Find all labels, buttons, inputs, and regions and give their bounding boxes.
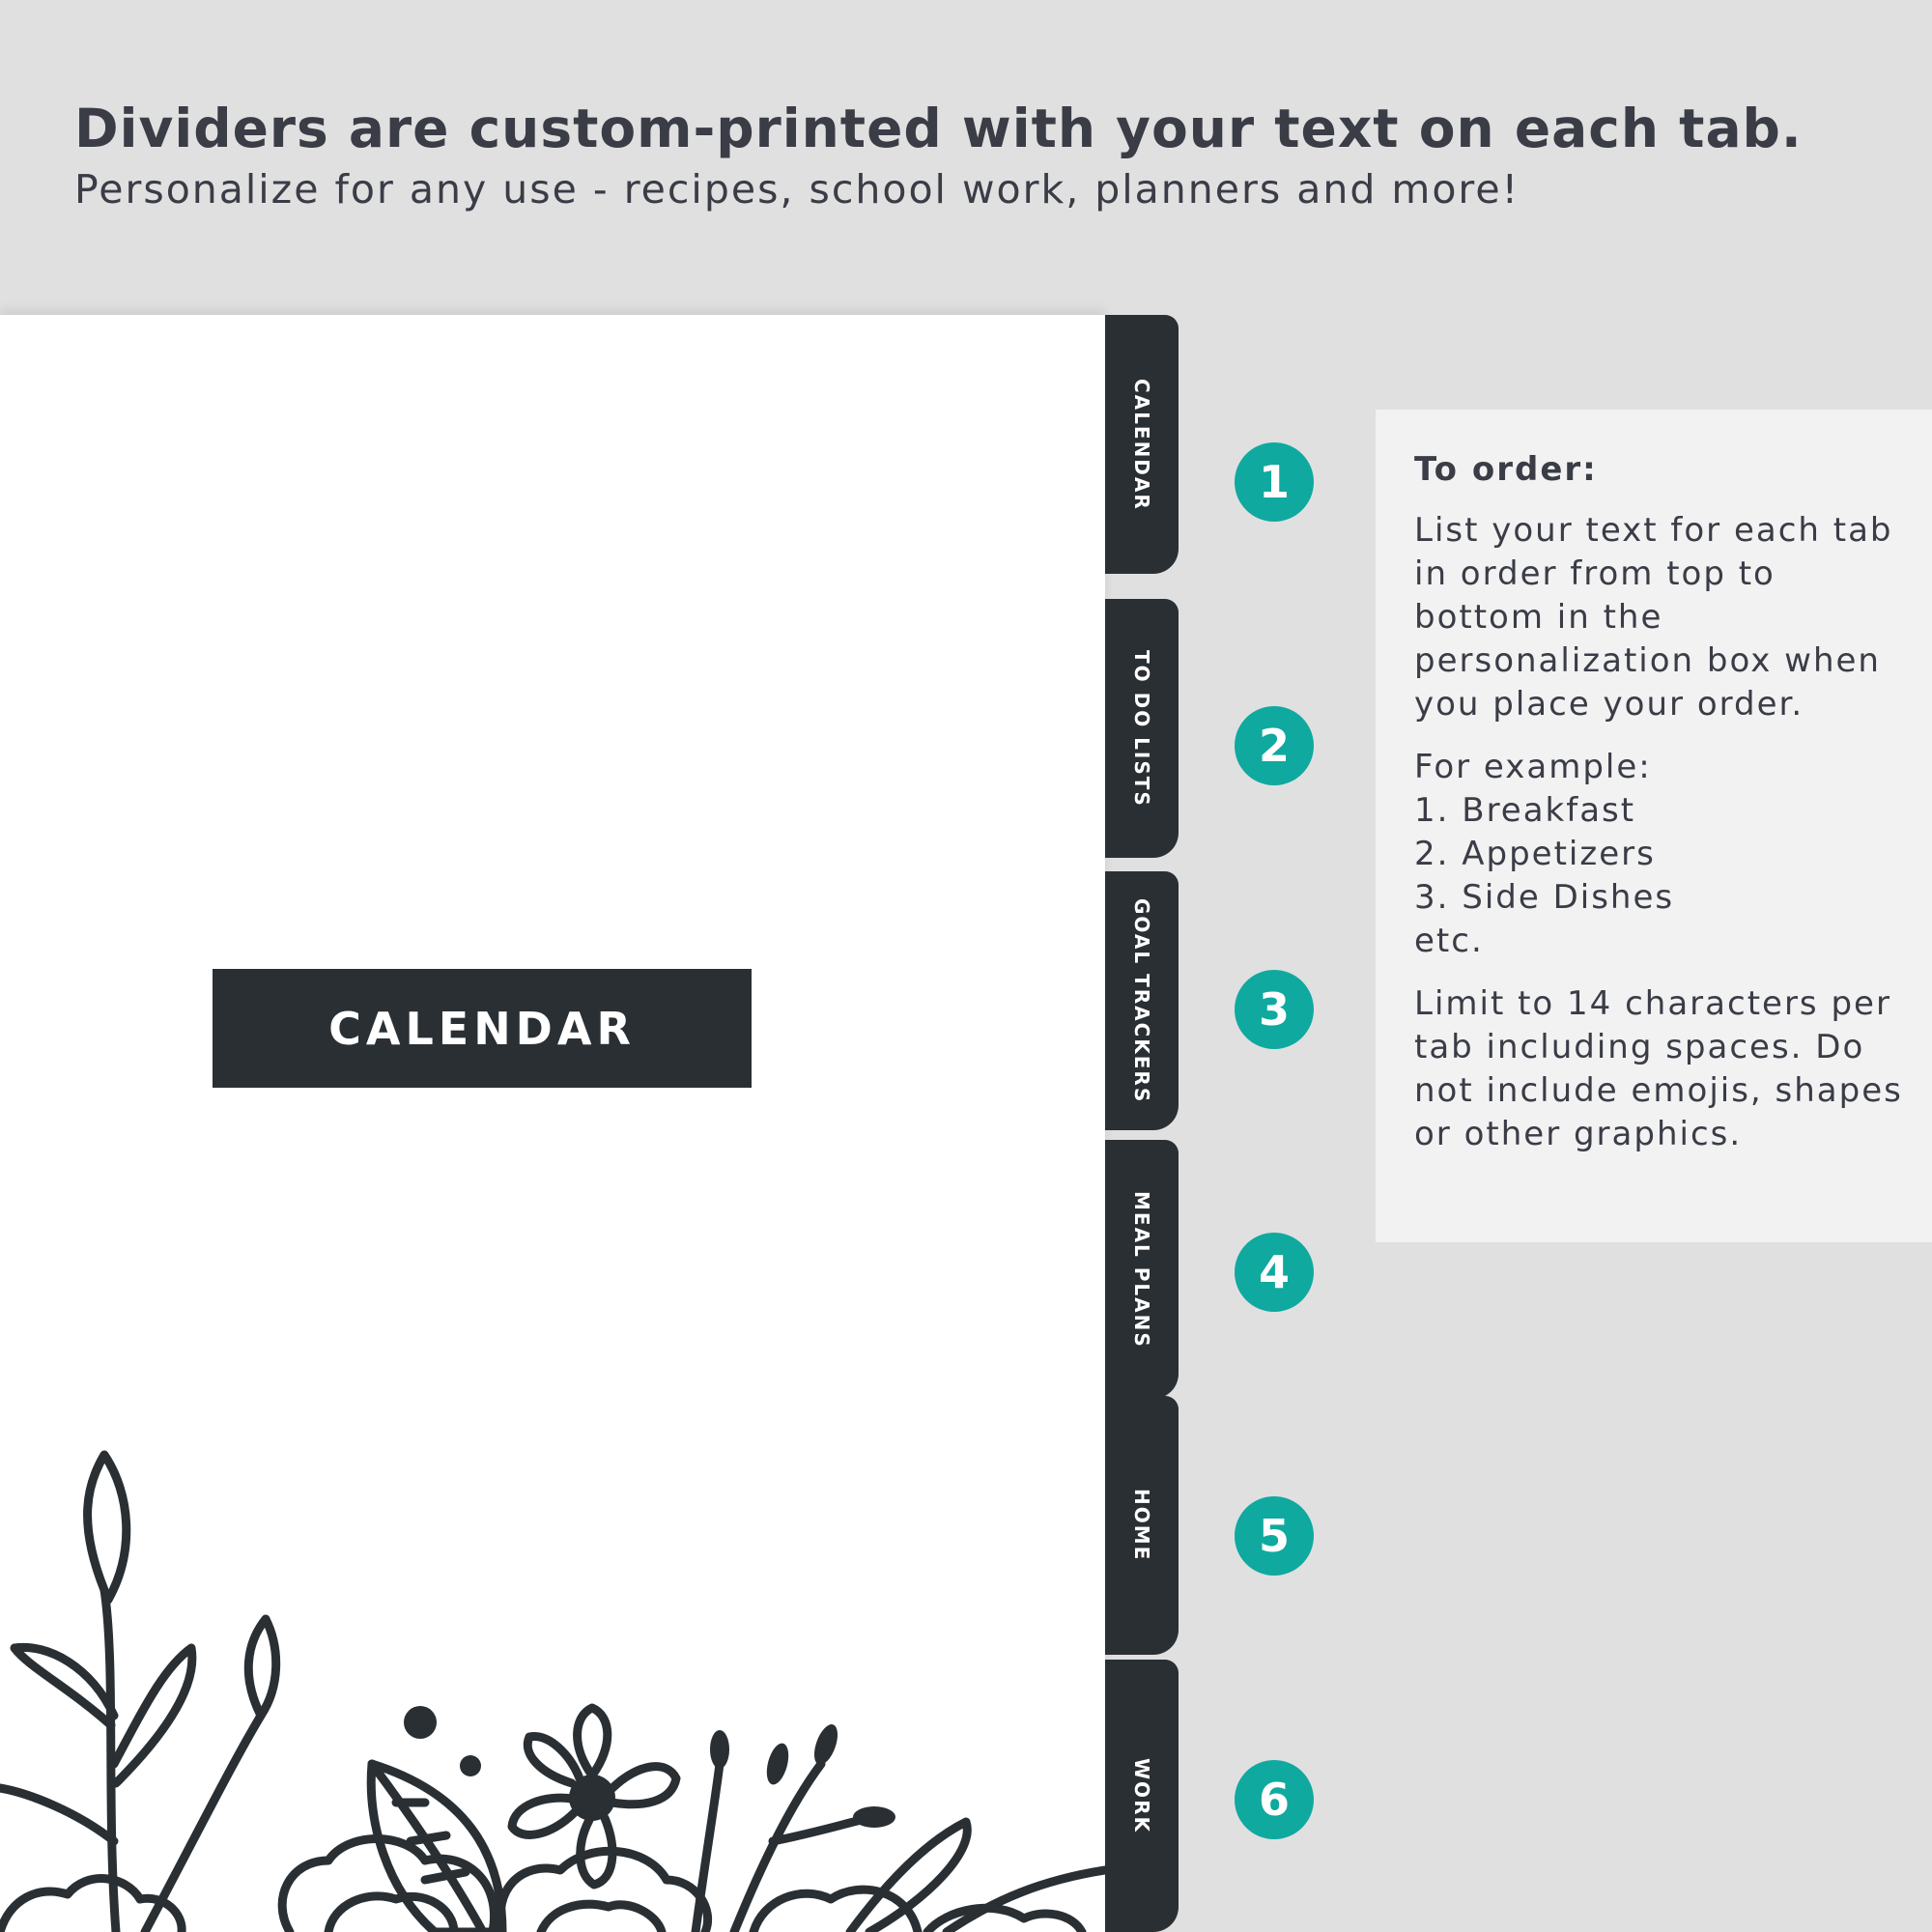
info-title: To order: [1414, 450, 1598, 489]
tab-number-badge: 2 [1235, 706, 1314, 785]
header [74, 97, 1910, 214]
subhead: Personalize for any use - recipes, school work, planners and more! [74, 166, 1520, 213]
tab-goal-trackers [1105, 871, 1179, 1130]
floral-illustration [0, 1262, 1105, 1932]
tab-label: TO DO LISTS [1130, 649, 1153, 808]
order-info-panel [1376, 410, 1932, 1242]
tab-to-do-lists [1105, 599, 1179, 858]
tab-number-badge: 5 [1235, 1496, 1314, 1576]
tab-number-badge: 3 [1235, 970, 1314, 1049]
tab-number-badge: 1 [1235, 442, 1314, 522]
list-item: 2. Appetizers [1414, 835, 1656, 873]
tab-label: CALENDAR [1130, 378, 1153, 511]
tab-number-badge: 4 [1235, 1233, 1314, 1312]
tab-label: MEAL PLANS [1130, 1190, 1153, 1349]
headline: Dividers are custom-printed with your text on each tab. [74, 98, 1803, 159]
tab-label: HOME [1130, 1489, 1153, 1562]
tab-calendar [1105, 315, 1179, 574]
tab-number-badge: 6 [1235, 1760, 1314, 1839]
example-list [1414, 789, 1915, 963]
list-item: etc. [1414, 922, 1484, 960]
divider-sheet [0, 315, 1105, 1932]
sheet-label: CALENDAR [213, 969, 752, 1088]
list-item: 1. Breakfast [1414, 791, 1636, 830]
tab-label: GOAL TRACKERS [1130, 897, 1153, 1104]
info-limit: Limit to 14 characters per tab including spaces. Do not include emojis, shapes or other graphics. [1414, 984, 1903, 1153]
list-item: 3. Side Dishes [1414, 878, 1675, 917]
info-instructions: List your text for each tab in order from top to bottom in the personalization box when you place your order. [1414, 511, 1893, 724]
tab-label: WORK [1130, 1758, 1153, 1833]
tab-work [1105, 1660, 1179, 1932]
tab-home [1105, 1396, 1179, 1655]
tab-meal-plans [1105, 1140, 1179, 1399]
info-example-intro: For example: [1414, 748, 1652, 786]
